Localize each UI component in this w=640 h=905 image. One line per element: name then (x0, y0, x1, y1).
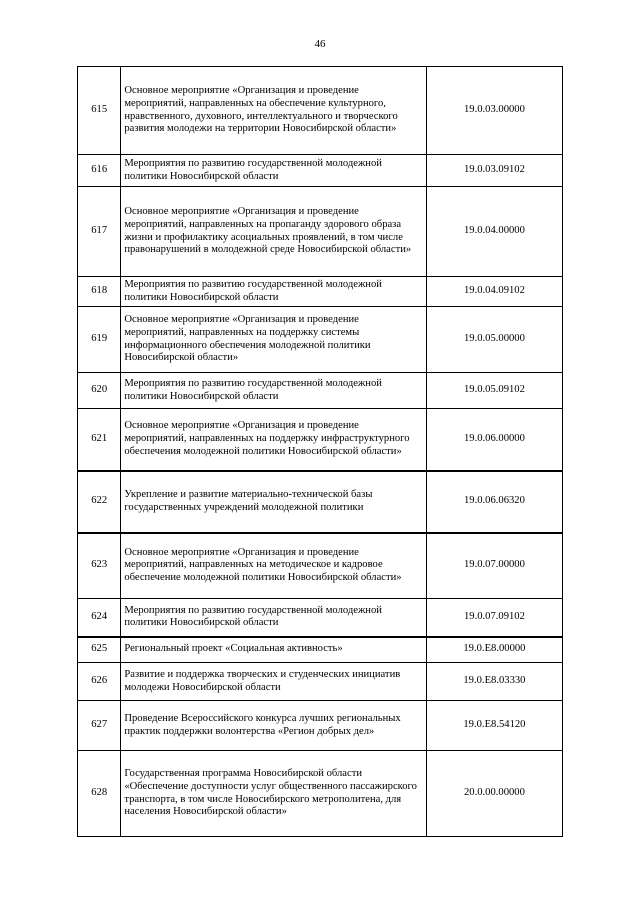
row-number: 621 (78, 409, 121, 471)
row-number: 627 (78, 701, 121, 751)
table-row (78, 701, 563, 751)
row-code: 19.0.04.09102 (426, 277, 562, 307)
table-row (78, 471, 563, 533)
row-code: 19.0.06.06320 (426, 471, 562, 533)
row-number: 628 (78, 751, 121, 837)
row-number: 618 (78, 277, 121, 307)
row-number: 626 (78, 663, 121, 701)
row-name: Мероприятия по развитию государственной молодежной политики Новосибирской области (121, 373, 427, 409)
row-code: 19.0.05.00000 (426, 307, 562, 373)
table-row (78, 663, 563, 701)
row-code: 19.0.E8.00000 (426, 637, 562, 663)
row-name: Развитие и поддержка творческих и студенческих инициатив молодежи Новосибирской области (121, 663, 427, 701)
row-number: 615 (78, 67, 121, 155)
page-number: 46 (314, 38, 326, 50)
table-row (78, 67, 563, 155)
row-number: 622 (78, 471, 121, 533)
row-name: Государственная программа Новосибирской области «Обеспечение доступности услуг общественного пассажирского транспорта, в том числе Новосибирского метрополитена, для населения Новосибирской области» (121, 751, 427, 837)
row-name: Мероприятия по развитию государственной молодежной политики Новосибирской области (121, 599, 427, 637)
row-name: Основное мероприятие «Организация и проведение мероприятий, направленных на поддержку системы информационного обеспечения молодежной политики Новосибирской области» (121, 307, 427, 373)
row-name: Региональный проект «Социальная активность» (121, 637, 427, 663)
table-row (78, 187, 563, 277)
row-name: Мероприятия по развитию государственной молодежной политики Новосибирской области (121, 277, 427, 307)
table-row (78, 637, 563, 663)
row-code: 20.0.00.00000 (426, 751, 562, 837)
row-code: 19.0.07.00000 (426, 533, 562, 599)
row-number: 623 (78, 533, 121, 599)
row-code: 19.0.E8.54120 (426, 701, 562, 751)
row-number: 625 (78, 637, 121, 663)
row-name: Укрепление и развитие материально-технической базы государственных учреждений молодежной политики (121, 471, 427, 533)
table-row (78, 155, 563, 187)
table-row (78, 533, 563, 599)
row-code: 19.0.E8.03330 (426, 663, 562, 701)
table-row (78, 599, 563, 637)
table-row (78, 277, 563, 307)
row-name: Проведение Всероссийского конкурса лучших региональных практик поддержки волонтерства «Регион добрых дел» (121, 701, 427, 751)
table-row (78, 751, 563, 837)
row-code: 19.0.04.00000 (426, 187, 562, 277)
table-row (78, 307, 563, 373)
row-code: 19.0.03.00000 (426, 67, 562, 155)
row-number: 619 (78, 307, 121, 373)
row-code: 19.0.07.09102 (426, 599, 562, 637)
table-row (78, 409, 563, 471)
row-name: Основное мероприятие «Организация и проведение мероприятий, направленных на обеспечение культурного, нравственного, духовного, интеллектуального и творческого развития молодежи на территории Новосибирской области» (121, 67, 427, 155)
row-number: 616 (78, 155, 121, 187)
row-code: 19.0.05.09102 (426, 373, 562, 409)
row-code: 19.0.03.09102 (426, 155, 562, 187)
row-name: Основное мероприятие «Организация и проведение мероприятий, направленных на поддержку инфраструктурного обеспечения молодежной политики Новосибирской области» (121, 409, 427, 471)
row-number: 620 (78, 373, 121, 409)
row-number: 617 (78, 187, 121, 277)
row-name: Основное мероприятие «Организация и проведение мероприятий, направленных на пропаганду здорового образа жизни и профилактику асоциальных проявлений, в том числе правонарушений в молодежной среде Новосибирской области» (121, 187, 427, 277)
row-name: Мероприятия по развитию государственной молодежной политики Новосибирской области (121, 155, 427, 187)
budget-classification-table (77, 66, 563, 837)
row-number: 624 (78, 599, 121, 637)
row-name: Основное мероприятие «Организация и проведение мероприятий, направленных на методическое и кадровое обеспечение молодежной политики Новосибирской области» (121, 533, 427, 599)
row-code: 19.0.06.00000 (426, 409, 562, 471)
table-row (78, 373, 563, 409)
